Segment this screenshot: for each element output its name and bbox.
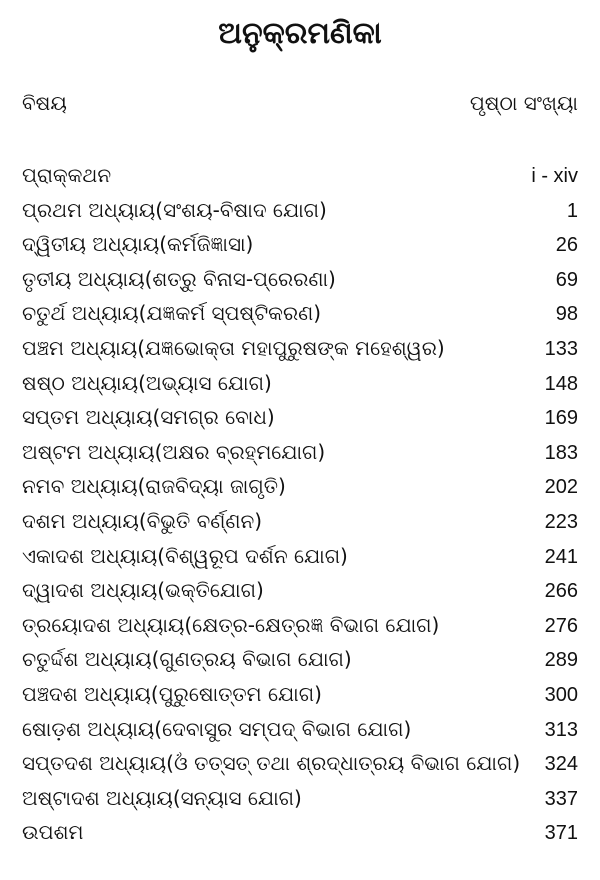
page-title: ଅନୁକ୍ରମଣିକା bbox=[218, 16, 382, 51]
toc-entry-title: ଷୋଡ଼ଶ ଅଧ୍ୟାୟ(ଦେବାସୁର ସମ୍ପଦ୍ ବିଭାଗ ଯୋଗ) bbox=[22, 716, 412, 741]
toc-row-chapter-11 bbox=[22, 541, 578, 576]
toc-entry-page: 300 bbox=[544, 683, 578, 706]
table-of-contents bbox=[22, 160, 578, 852]
toc-entry-title: ତୃତୀୟ ଅଧ୍ୟାୟ(ଶତ୍ରୁ ବିନାସ-ପ୍ରେରଣା) bbox=[22, 266, 336, 291]
toc-entry-page: 337 bbox=[544, 787, 578, 810]
toc-entry-page: i - xiv bbox=[531, 165, 578, 187]
toc-entry-title: ଚତୁର୍ଥ ଅଧ୍ୟାୟ(ଯଜ୍ଞକର୍ମ ସ୍ପଷ୍ଟିକରଣ) bbox=[22, 301, 322, 326]
toc-row-chapter-18 bbox=[22, 783, 578, 818]
toc-row-chapter-3 bbox=[22, 264, 578, 299]
toc-entry-title: ଦଶମ ଅଧ୍ୟାୟ(ବିଭୁତି ବର୍ଣ୍ଣନ) bbox=[22, 508, 263, 533]
toc-entry-page: 1 bbox=[566, 199, 578, 222]
toc-entry-title: ନମବ ଅଧ୍ୟାୟ(ରାଜବିଦ୍ୟା ଜାଗୃତି) bbox=[22, 474, 286, 499]
toc-entry-page: 26 bbox=[555, 234, 578, 257]
toc-row-chapter-5 bbox=[22, 333, 578, 368]
toc-entry-page: 148 bbox=[544, 372, 578, 395]
page-column-label: ପୃଷ୍ଠା ସଂଖ୍ୟା bbox=[469, 91, 578, 115]
toc-entry-title: ଅଷ୍ଟାଦଶ ଅଧ୍ୟାୟ(ସନ୍ୟାସ ଯୋଗ) bbox=[22, 785, 302, 810]
toc-entry-title: ପ୍ରଥମ ଅଧ୍ୟାୟ(ସଂଶୟ-ବିଷାଦ ଯୋଗ) bbox=[22, 197, 327, 222]
toc-entry-title: ଷଷ୍ଠ ଅଧ୍ୟାୟ(ଅଭ୍ୟାସ ଯୋଗ) bbox=[22, 370, 272, 395]
toc-entry-page: 324 bbox=[544, 753, 578, 776]
toc-row-prakkathan bbox=[22, 160, 578, 195]
toc-row-chapter-16 bbox=[22, 714, 578, 749]
toc-entry-title: ପଞ୍ଚଦଶ ଅଧ୍ୟାୟ(ପୁରୁଷୋତ୍ତମ ଯୋଗ) bbox=[22, 681, 322, 706]
toc-row-chapter-8 bbox=[22, 437, 578, 472]
toc-entry-title: ଦ୍ୱିତୀୟ ଅଧ୍ୟାୟ(କର୍ମଜିଜ୍ଞାସା) bbox=[22, 232, 254, 257]
toc-row-chapter-10 bbox=[22, 506, 578, 541]
toc-row-chapter-12 bbox=[22, 575, 578, 610]
toc-row-chapter-14 bbox=[22, 644, 578, 679]
toc-entry-page: 133 bbox=[544, 337, 578, 360]
toc-entry-page: 69 bbox=[555, 268, 578, 291]
toc-row-upasham bbox=[22, 817, 578, 852]
toc-entry-page: 169 bbox=[544, 407, 578, 430]
toc-entry-title: ସପ୍ତଦଶ ଅଧ୍ୟାୟ(ଓଁ ତତ୍‌ସତ୍ ତଥା ଶ୍ରଦ୍ଧାତ୍ରୟ ବିଭାଗ ଯୋଗ) bbox=[22, 751, 521, 776]
toc-row-chapter-13 bbox=[22, 610, 578, 645]
toc-entry-page: 276 bbox=[544, 614, 578, 637]
toc-entry-page: 371 bbox=[544, 822, 578, 845]
toc-entry-page: 313 bbox=[544, 718, 578, 741]
toc-entry-title: ଅଷ୍ଟମ ଅଧ୍ୟାୟ(ଅକ୍ଷର ବ୍ରହ୍ମଯୋଗ) bbox=[22, 439, 326, 464]
toc-entry-page: 241 bbox=[544, 545, 578, 568]
toc-header bbox=[22, 90, 578, 116]
subject-column-label: ବିଷୟ bbox=[22, 91, 67, 115]
toc-entry-page: 223 bbox=[544, 510, 578, 533]
toc-entry-page: 289 bbox=[544, 649, 578, 672]
toc-row-chapter-7 bbox=[22, 402, 578, 437]
toc-entry-title: ଉପଶମ bbox=[22, 820, 84, 845]
toc-entry-title: ଚତୁର୍ଦ୍ଦଶ ଅଧ୍ୟାୟ(ଗୁଣତ୍ରୟ ବିଭାଗ ଯୋଗ) bbox=[22, 647, 352, 672]
toc-entry-title: ତ୍ରୟୋଦଶ ଅଧ୍ୟାୟ(କ୍ଷେତ୍ର-କ୍ଷେତ୍ରଜ୍ଞ ବିଭାଗ ଯୋଗ) bbox=[22, 612, 440, 637]
toc-row-chapter-15 bbox=[22, 679, 578, 714]
toc-entry-page: 98 bbox=[555, 303, 578, 326]
toc-entry-page: 202 bbox=[544, 476, 578, 499]
toc-row-chapter-1 bbox=[22, 195, 578, 230]
toc-row-chapter-4 bbox=[22, 298, 578, 333]
toc-entry-title: ସପ୍ତମ ଅଧ୍ୟାୟ(ସମଗ୍ର ବୋଧ) bbox=[22, 405, 275, 430]
toc-entry-title: ଏକାଦଶ ଅଧ୍ୟାୟ(ବିଶ୍ୱରୂପ ଦର୍ଶନ ଯୋଗ) bbox=[22, 543, 348, 568]
toc-entry-page: 183 bbox=[544, 441, 578, 464]
toc-row-chapter-6 bbox=[22, 368, 578, 403]
toc-row-chapter-17 bbox=[22, 748, 578, 783]
toc-entry-page: 266 bbox=[544, 580, 578, 603]
toc-entry-title: ପ୍ରାକ୍କଥନ bbox=[22, 163, 112, 187]
toc-row-chapter-9 bbox=[22, 471, 578, 506]
toc-row-chapter-2 bbox=[22, 229, 578, 264]
toc-entry-title: ଦ୍ୱାଦଶ ଅଧ୍ୟାୟ(ଭକ୍ତିଯୋଗ) bbox=[22, 578, 264, 603]
toc-entry-title: ପଞ୍ଚମ ଅଧ୍ୟାୟ(ଯଜ୍ଞଭୋକ୍ତା ମହାପୁରୁଷଙ୍କ ମହେଶ୍ୱର) bbox=[22, 335, 445, 360]
